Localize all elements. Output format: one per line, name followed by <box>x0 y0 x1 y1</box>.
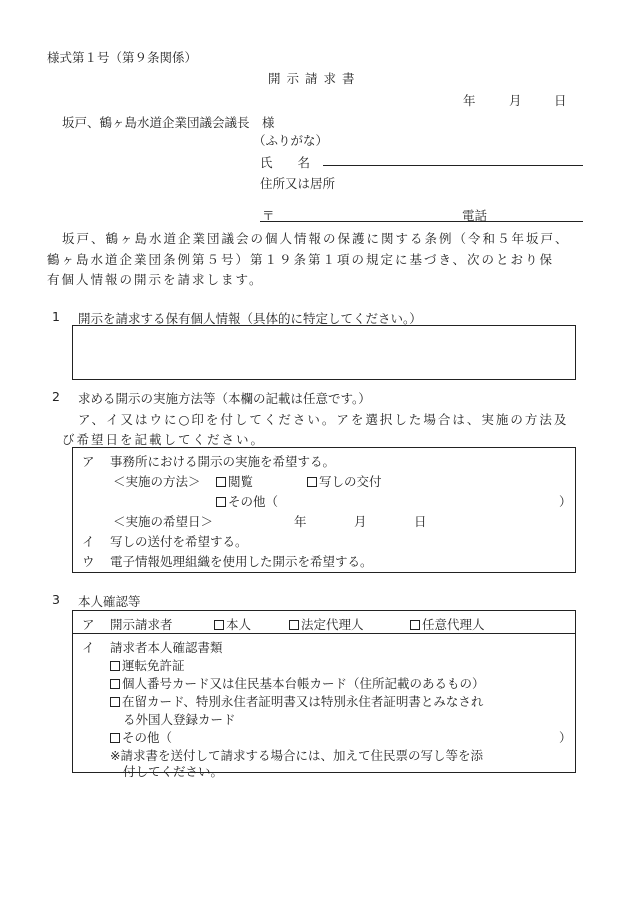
doc-residence-checkbox[interactable] <box>110 697 120 707</box>
doc-residence-cont: る外国人登録カード <box>123 712 236 727</box>
date-year: 年 <box>463 93 476 108</box>
furigana-label: （ふりがな） <box>253 133 329 148</box>
mail-note-1: ※請求書を送付して請求する場合には、加えて住民票の写し等を添 <box>110 748 483 763</box>
voluntary-agent-checkbox[interactable] <box>410 620 420 630</box>
voluntary-agent-label: 任意代理人 <box>422 617 485 632</box>
option-i-mark[interactable]: イ <box>82 534 95 549</box>
date-label: ＜実施の希望日＞ <box>113 514 214 529</box>
legal-agent-label: 法定代理人 <box>301 617 364 632</box>
doc-mynumber-checkbox[interactable] <box>110 679 120 689</box>
intro-line-3: 有個人情報の開示を請求します。 <box>47 272 264 287</box>
pref-year: 年 <box>294 514 307 529</box>
id-docs-title: 請求者本人確認書類 <box>110 640 223 655</box>
section2-title: 求める開示の実施方法等（本欄の記載は任意です。） <box>78 391 371 406</box>
view-option[interactable] <box>216 472 253 490</box>
date-month: 月 <box>509 93 522 108</box>
option-u-text: 電子情報処理組織を使用した開示を希望する。 <box>110 554 373 569</box>
name-field[interactable] <box>323 165 583 166</box>
section3-a-mark: ア <box>82 617 95 632</box>
doc-license-option[interactable] <box>110 656 185 674</box>
doc-residence-option[interactable] <box>110 692 483 710</box>
self-label: 本人 <box>226 617 252 632</box>
postal-mark: 〒 <box>262 208 275 223</box>
doc-other-label: その他（ <box>122 730 173 745</box>
doc-other-checkbox[interactable] <box>110 733 120 743</box>
doc-license-checkbox[interactable] <box>110 661 120 671</box>
intro-line-1: 坂戸、鶴ヶ島水道企業団議会の個人情報の保護に関する条例（令和５年坂戸、 <box>62 231 570 246</box>
option-i-text: 写しの送付を希望する。 <box>110 534 248 549</box>
name-label: 氏 名 <box>260 155 311 170</box>
doc-mynumber-option[interactable] <box>110 674 485 692</box>
section2-box <box>72 447 576 573</box>
section1-number: 1 <box>52 309 60 324</box>
legal-agent-checkbox[interactable] <box>289 620 299 630</box>
other-method-checkbox[interactable] <box>216 497 226 507</box>
option-u-mark[interactable]: ウ <box>82 554 95 569</box>
section3-number: 3 <box>52 592 60 607</box>
view-label: 閲覧 <box>228 474 254 489</box>
self-option[interactable] <box>214 615 251 633</box>
pref-day: 日 <box>414 514 427 529</box>
option-a-text: 事務所における開示の実施を希望する。 <box>110 454 336 469</box>
self-checkbox[interactable] <box>214 620 224 630</box>
legal-agent-option[interactable] <box>289 615 364 633</box>
voluntary-agent-option[interactable] <box>410 615 485 633</box>
phone-label: 電話 <box>462 208 488 223</box>
section3-box-a <box>72 610 576 634</box>
doc-residence-label: 在留カード、特別永住者証明書又は特別永住者証明書とみなされ <box>122 694 484 709</box>
copy-option[interactable] <box>307 472 382 490</box>
section1-input-box[interactable] <box>72 325 576 380</box>
view-checkbox[interactable] <box>216 477 226 487</box>
copy-label: 写しの交付 <box>319 474 382 489</box>
section2-number: 2 <box>52 389 60 404</box>
addressee: 坂戸、鶴ヶ島水道企業団議会議長 様 <box>62 115 275 130</box>
section3-i-mark: イ <box>82 640 95 655</box>
section2-note-1: ア、イ又はウに○印を付してください。アを選択した場合は、実施の方法及 <box>78 412 569 427</box>
form-number: 様式第１号（第９条関係） <box>47 50 198 65</box>
option-a-mark[interactable]: ア <box>82 454 95 469</box>
doc-other-close: ） <box>559 730 572 745</box>
date-day: 日 <box>554 93 567 108</box>
other-method-option[interactable] <box>216 492 278 510</box>
section3-title: 本人確認等 <box>78 594 141 609</box>
method-label: ＜実施の方法＞ <box>113 474 201 489</box>
doc-other-option[interactable] <box>110 728 172 746</box>
doc-license-label: 運転免許証 <box>122 658 185 673</box>
address-phone-field[interactable] <box>260 221 583 222</box>
intro-line-2: 鶴ヶ島水道企業団条例第５号）第１９条第１項の規定に基づき、次のとおり保 <box>47 252 555 267</box>
section2-note-2: び希望日を記載してください。 <box>62 432 266 447</box>
address-label: 住所又は居所 <box>260 176 336 191</box>
pref-month: 月 <box>354 514 367 529</box>
other-method-close: ） <box>559 494 572 509</box>
mail-note-2: 付してください。 <box>123 764 224 779</box>
section3-box-i <box>72 633 576 779</box>
other-method-label: その他（ <box>228 494 279 509</box>
doc-mynumber-label: 個人番号カード又は住民基本台帳カード（住所記載のあるもの） <box>122 676 485 691</box>
copy-checkbox[interactable] <box>307 477 317 487</box>
section1-title: 開示を請求する保有個人情報（具体的に特定してください。） <box>78 311 422 326</box>
form-title: 開示請求書 <box>268 71 361 86</box>
requester-label: 開示請求者 <box>110 617 173 632</box>
